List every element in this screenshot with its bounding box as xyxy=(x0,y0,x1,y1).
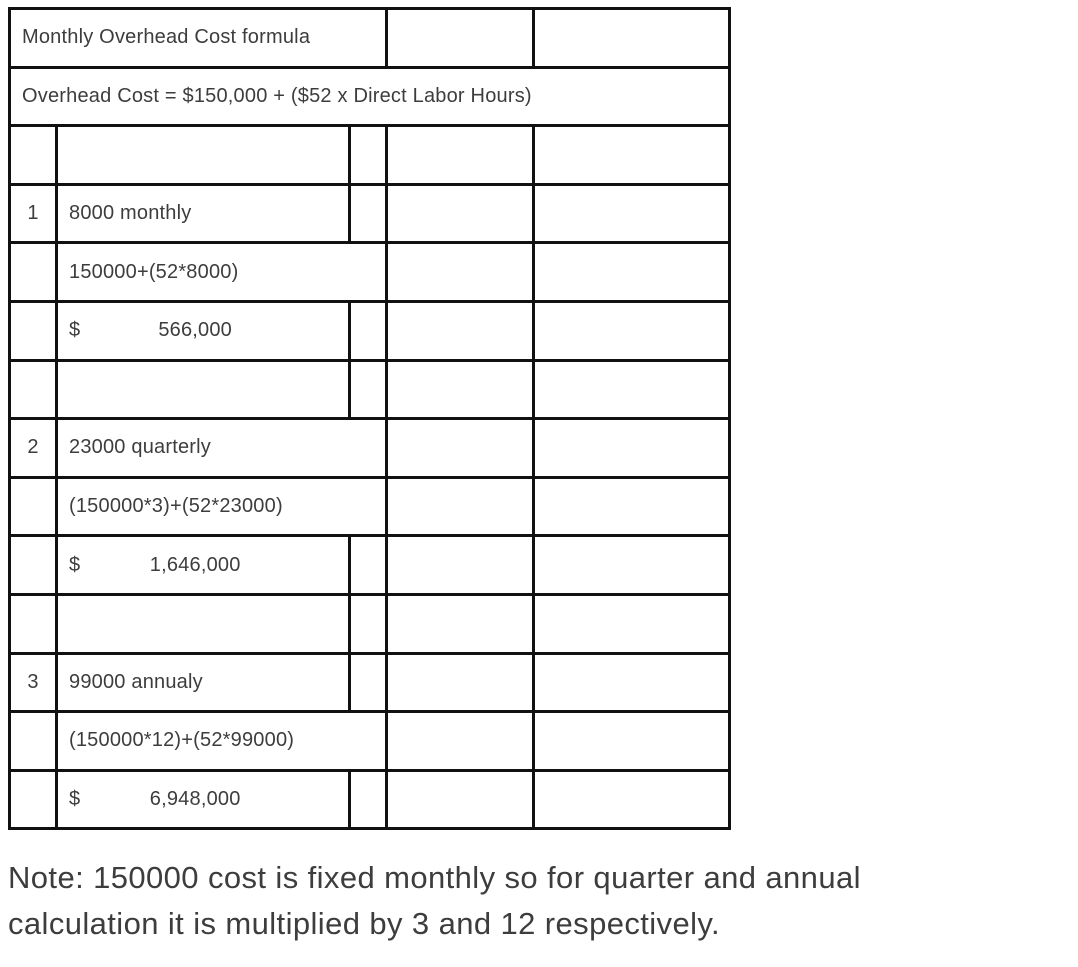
empty-cell xyxy=(351,596,385,652)
empty-cell xyxy=(535,186,728,242)
empty-cell xyxy=(11,362,55,418)
amount-cell xyxy=(58,772,348,828)
empty-cell xyxy=(351,186,385,242)
empty-cell xyxy=(11,772,55,828)
empty-cell xyxy=(535,596,728,652)
empty-cell xyxy=(535,655,728,711)
amount-value: 566,000 xyxy=(158,319,233,342)
description-cell: 23000 quarterly xyxy=(58,420,385,476)
empty-cell xyxy=(388,362,532,418)
empty-cell xyxy=(388,772,532,828)
empty-cell xyxy=(388,420,532,476)
empty-cell xyxy=(535,303,728,359)
empty-cell xyxy=(351,362,385,418)
empty-cell xyxy=(351,127,385,183)
calculation-cell: (150000*3)+(52*23000) xyxy=(58,479,385,535)
empty-cell xyxy=(388,713,532,769)
empty-cell xyxy=(388,244,532,300)
empty-cell xyxy=(388,479,532,535)
empty-cell xyxy=(388,596,532,652)
amount-cell xyxy=(58,303,348,359)
empty-cell xyxy=(351,655,385,711)
description-cell: 8000 monthly xyxy=(58,186,348,242)
amount-value: 1,646,000 xyxy=(149,553,241,576)
empty-cell xyxy=(535,420,728,476)
amount-cell xyxy=(58,537,348,593)
note-text xyxy=(8,855,861,947)
currency-symbol: $ xyxy=(69,788,81,811)
note-line-1: Note: 150000 cost is fixed monthly so for quarter and annual xyxy=(8,860,861,895)
amount-value: 6,948,000 xyxy=(149,788,241,811)
empty-cell xyxy=(58,596,348,652)
row-number-cell: 2 xyxy=(11,420,55,476)
empty-cell xyxy=(535,10,728,66)
empty-cell xyxy=(535,362,728,418)
row-number-cell: 1 xyxy=(11,186,55,242)
row-number-cell: 3 xyxy=(11,655,55,711)
empty-cell xyxy=(535,479,728,535)
currency-symbol: $ xyxy=(69,553,81,576)
empty-cell xyxy=(388,10,532,66)
empty-cell xyxy=(351,303,385,359)
calculation-cell: (150000*12)+(52*99000) xyxy=(58,713,385,769)
empty-cell xyxy=(535,244,728,300)
empty-cell xyxy=(58,127,348,183)
formula-cell: Overhead Cost = $150,000 + ($52 x Direct Labor Hours) xyxy=(11,69,728,125)
empty-cell xyxy=(388,186,532,242)
empty-cell xyxy=(11,244,55,300)
empty-cell xyxy=(58,362,348,418)
empty-cell xyxy=(535,772,728,828)
note-line-2: calculation it is multiplied by 3 and 12 respectively. xyxy=(8,906,720,941)
description-cell: 99000 annualy xyxy=(58,655,348,711)
overhead-cost-table xyxy=(8,7,731,830)
empty-cell xyxy=(535,537,728,593)
currency-symbol: $ xyxy=(69,319,81,342)
empty-cell xyxy=(11,537,55,593)
empty-cell xyxy=(535,713,728,769)
empty-cell xyxy=(388,127,532,183)
calculation-cell: 150000+(52*8000) xyxy=(58,244,385,300)
empty-cell xyxy=(11,303,55,359)
empty-cell xyxy=(388,303,532,359)
empty-cell xyxy=(388,655,532,711)
empty-cell xyxy=(351,537,385,593)
empty-cell xyxy=(388,537,532,593)
empty-cell xyxy=(11,479,55,535)
empty-cell xyxy=(11,127,55,183)
empty-cell xyxy=(535,127,728,183)
table-title-cell: Monthly Overhead Cost formula xyxy=(11,10,385,66)
empty-cell xyxy=(11,596,55,652)
empty-cell xyxy=(351,772,385,828)
empty-cell xyxy=(11,713,55,769)
